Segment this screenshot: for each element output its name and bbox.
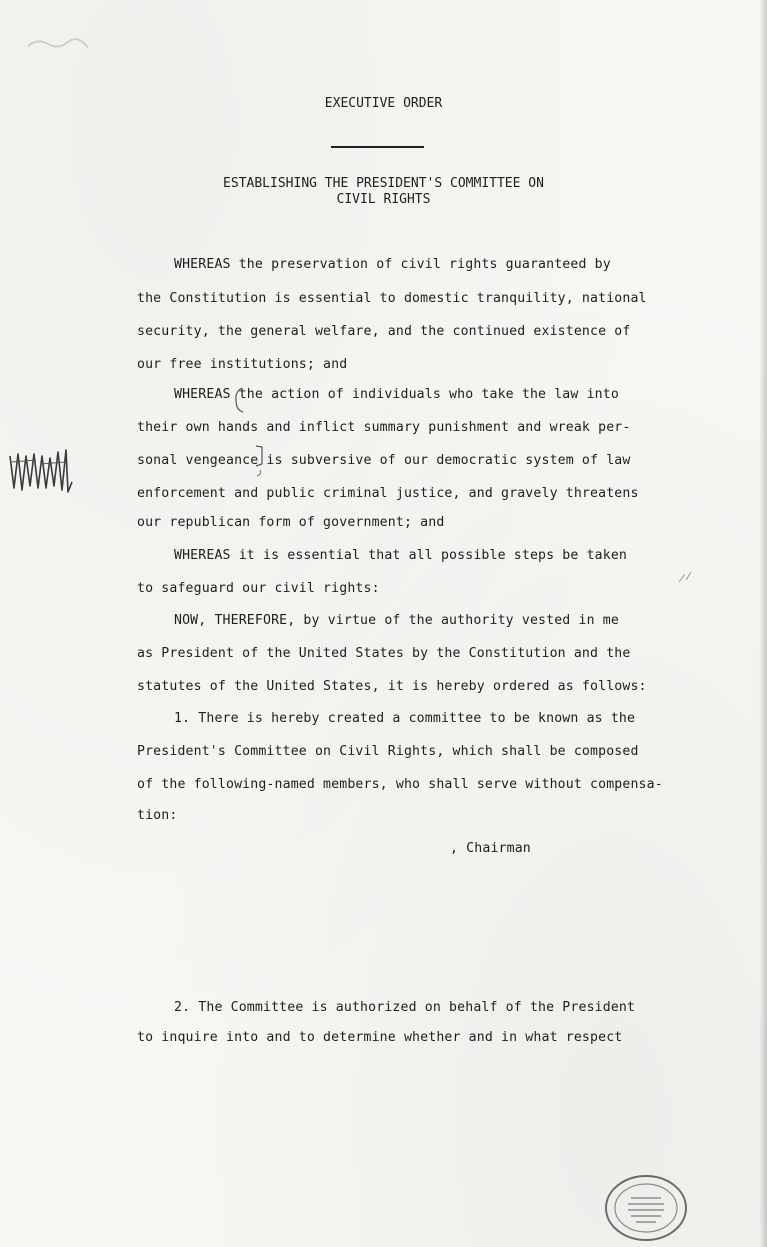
body-line: the Constitution is essential to domestic tranquility, national: [137, 291, 647, 306]
document-subtitle-line-2: CIVIL RIGHTS: [336, 192, 431, 207]
archive-stamp-icon: [598, 1168, 694, 1244]
margin-smudge: [24, 28, 94, 58]
body-line: President's Committee on Civil Rights, which shall be composed: [137, 744, 639, 759]
body-line: their own hands and inflict summary punishment and wreak per-: [137, 420, 631, 435]
body-line: NOW, THEREFORE, by virtue of the authority vested in me: [174, 613, 619, 628]
body-line: WHEREAS it is essential that all possible steps be taken: [174, 548, 628, 563]
body-line: security, the general welfare, and the continued existence of: [137, 324, 631, 339]
body-line: our republican form of government; and: [137, 515, 445, 530]
body-line: as President of the United States by the Constitution and the: [137, 646, 631, 661]
body-line: statutes of the United States, it is hereby ordered as follows:: [137, 679, 647, 694]
heading-rule: [331, 146, 424, 148]
body-line: WHEREAS the preservation of civil rights guaranteed by: [174, 257, 611, 272]
document-heading: EXECUTIVE ORDER: [324, 96, 443, 111]
body-line: 2. The Committee is authorized on behalf of the President: [174, 1000, 636, 1015]
body-line: tion:: [137, 808, 178, 823]
body-line: of the following-named members, who shall serve without compensa-: [137, 777, 663, 792]
bracket-mark-close: [254, 444, 268, 478]
body-line: enforcement and public criminal justice, and gravely threatens: [137, 486, 639, 501]
body-line: WHEREAS the action of individuals who take the law into: [174, 387, 619, 402]
body-line: 1. There is hereby created a committee to be known as the: [174, 711, 636, 726]
bracket-mark-open: [232, 386, 246, 414]
chairman-label: , Chairman: [450, 841, 531, 856]
pencil-mark: [676, 568, 696, 588]
margin-scribble-mark: [6, 442, 82, 502]
body-line: our free institutions; and: [137, 357, 348, 372]
document-subtitle-line-1: ESTABLISHING THE PRESIDENT'S COMMITTEE ON: [223, 176, 544, 191]
body-line: to inquire into and to determine whether and in what respect: [137, 1030, 623, 1045]
body-line: sonal vengeance is subversive of our democratic system of law: [137, 453, 631, 468]
body-line: to safeguard our civil rights:: [137, 581, 380, 596]
